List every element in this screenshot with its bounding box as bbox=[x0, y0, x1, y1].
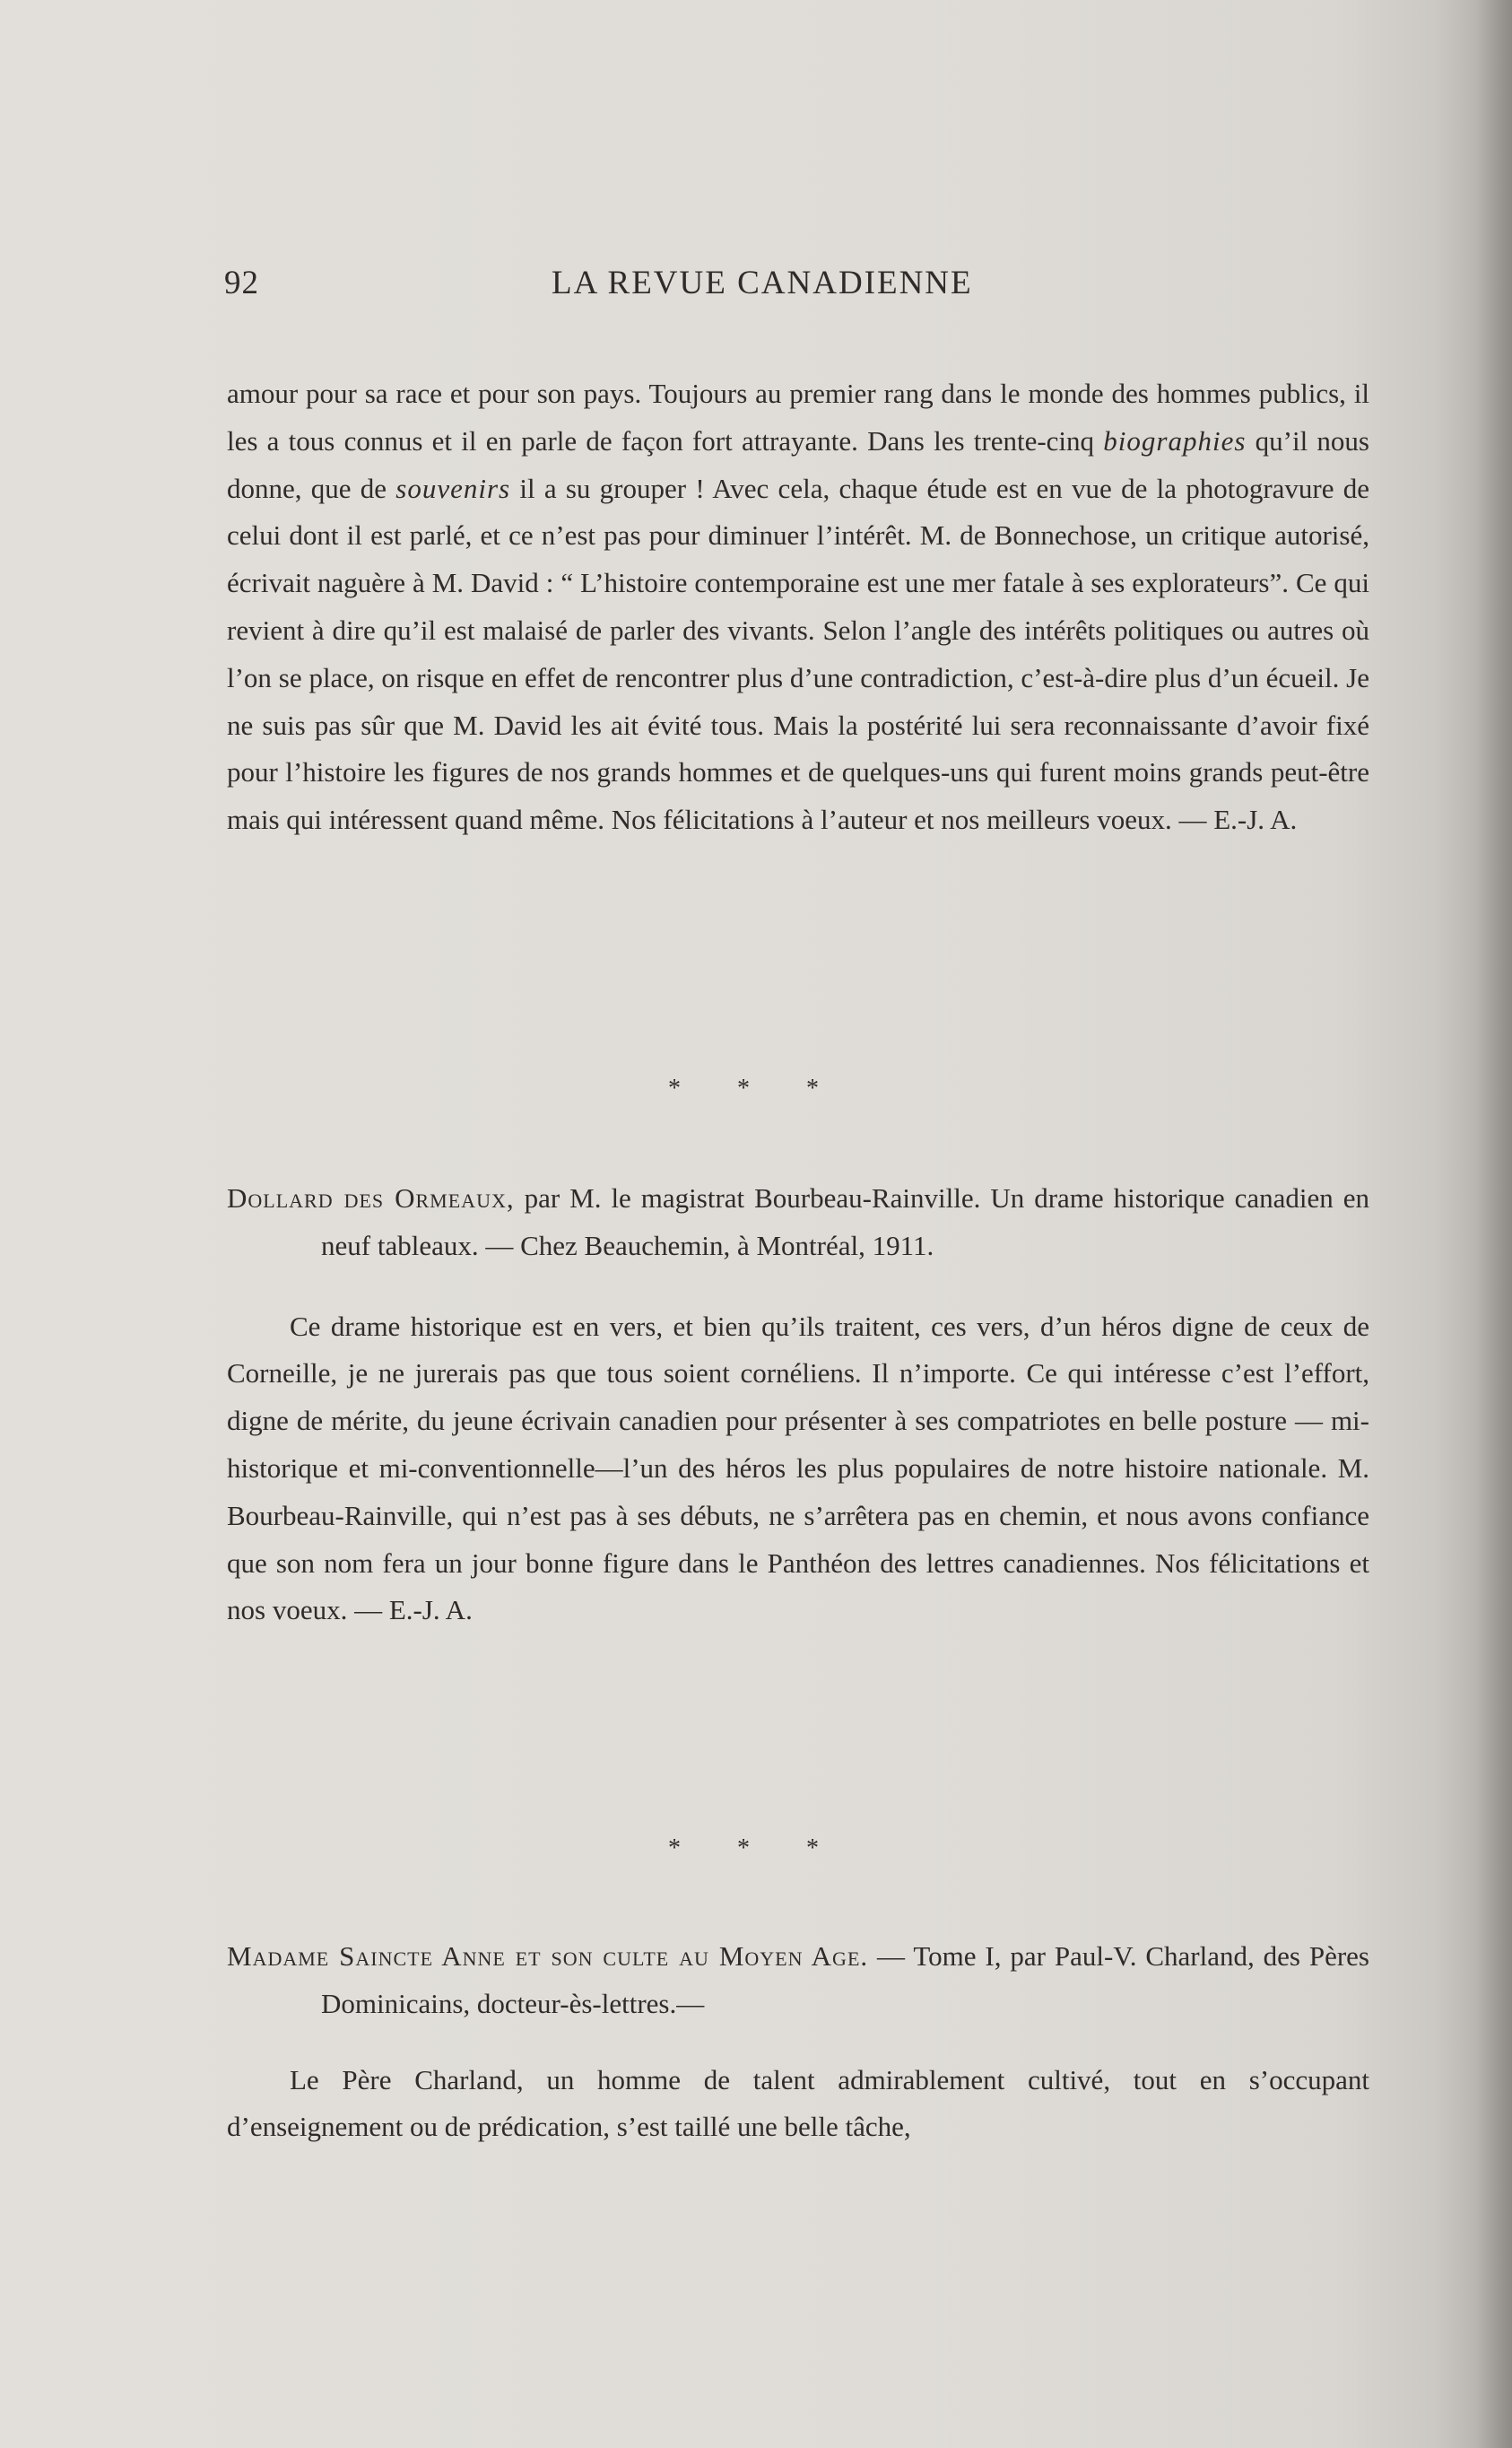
text-run: qu’il nous donne, que de bbox=[227, 424, 1369, 504]
section-separator: * * * bbox=[668, 1834, 844, 1862]
section-separator: * * * bbox=[668, 1075, 844, 1102]
review-heading bbox=[227, 1175, 1369, 1270]
emphasis-souvenirs: souvenirs bbox=[395, 472, 511, 504]
book-details: par M. le magistrat Bourbeau-Rainville. Un drame historique canadien en neuf tableaux. — Chez Beauchemin, à Montréal, 1911. bbox=[321, 1182, 1370, 1261]
book-title: Dollard des Ormeaux, bbox=[227, 1182, 515, 1214]
paragraph-charland-review: Le Père Charland, un homme de talent admirablement cultivé, tout en s’occupant d’enseignement ou de prédication, s’est taillé une belle tâche, bbox=[227, 2063, 1369, 2143]
page-edge-shadow bbox=[1476, 0, 1512, 2448]
book-title: Madame Saincte Anne et son culte au Moyen Age. bbox=[227, 1940, 869, 1972]
paragraph-dollard-review: Ce drame historique est en vers, et bien qu’ils traitent, ces vers, d’un héros digne de ceux de Corneille, je ne jurerais pas que tous soient cornéliens. Il n’importe. Ce qui intéresse c’est l’effort, digne de mérite, du jeune écrivain canadien pour présenter à ses compatriotes en belle posture — mi-historique et mi-conventionnelle—l’un des héros les plus populaires de notre histoire nationale. M. Bourbeau-Rainville, qui n’est pas à ses débuts, ne s’arrêtera pas en chemin, et nous avons confiance que son nom fera un jour bonne figure dans le Panthéon des lettres canadiennes. Nos félicitations et nos voeux. — E.-J. A. bbox=[227, 1310, 1369, 1626]
text-run: amour pour sa race et pour son pays. Toujours au premier rang dans le monde des hommes publics, il les a tous connus et il en parle de façon fort attrayante. Dans les trente-cinq bbox=[227, 378, 1369, 457]
review-heading bbox=[227, 1933, 1369, 2028]
paragraph-david-review bbox=[227, 370, 1369, 844]
review-david-continued bbox=[227, 370, 1369, 844]
emphasis-biographies: biographies bbox=[1103, 424, 1247, 457]
review-dollard-des-ormeaux bbox=[227, 1175, 1369, 1634]
page-header bbox=[224, 264, 1372, 309]
page-number: 92 bbox=[224, 265, 259, 301]
book-details: — Tome I, par Paul-V. Charland, des Pères Dominicains, docteur-ès-lettres.— bbox=[321, 1940, 1369, 2019]
running-title: LA REVUE CANADIENNE bbox=[552, 265, 973, 301]
review-sainte-anne bbox=[227, 1933, 1369, 2151]
text-run: il a su grouper ! Avec cela, chaque étude est en vue de la photogravure de celui dont il est parlé, et ce n’est pas pour diminuer l’intérêt. M. de Bonnechose, un critique autorisé, écrivait naguère à M. David : “ L’histoire contemporaine est une mer fatale à ses explorateurs”. Ce qui revient à dire qu’il est malaisé de parler des vivants. Selon l’angle des intérêts politiques ou autres où l’on se place, on risque en effet de rencontrer plus d’une contradiction, c’est-à-dire plus d’un écueil. Je ne suis pas sûr que M. David les ait évité tous. Mais la postérité lui sera reconnaissante d’avoir fixé pour l’histoire les figures de nos grands hommes et de quelques-uns qui furent moins grands peut-être mais qui intéressent quand même. Nos félicitations à l’auteur et nos meilleurs voeux. — E.-J. A. bbox=[227, 472, 1369, 836]
